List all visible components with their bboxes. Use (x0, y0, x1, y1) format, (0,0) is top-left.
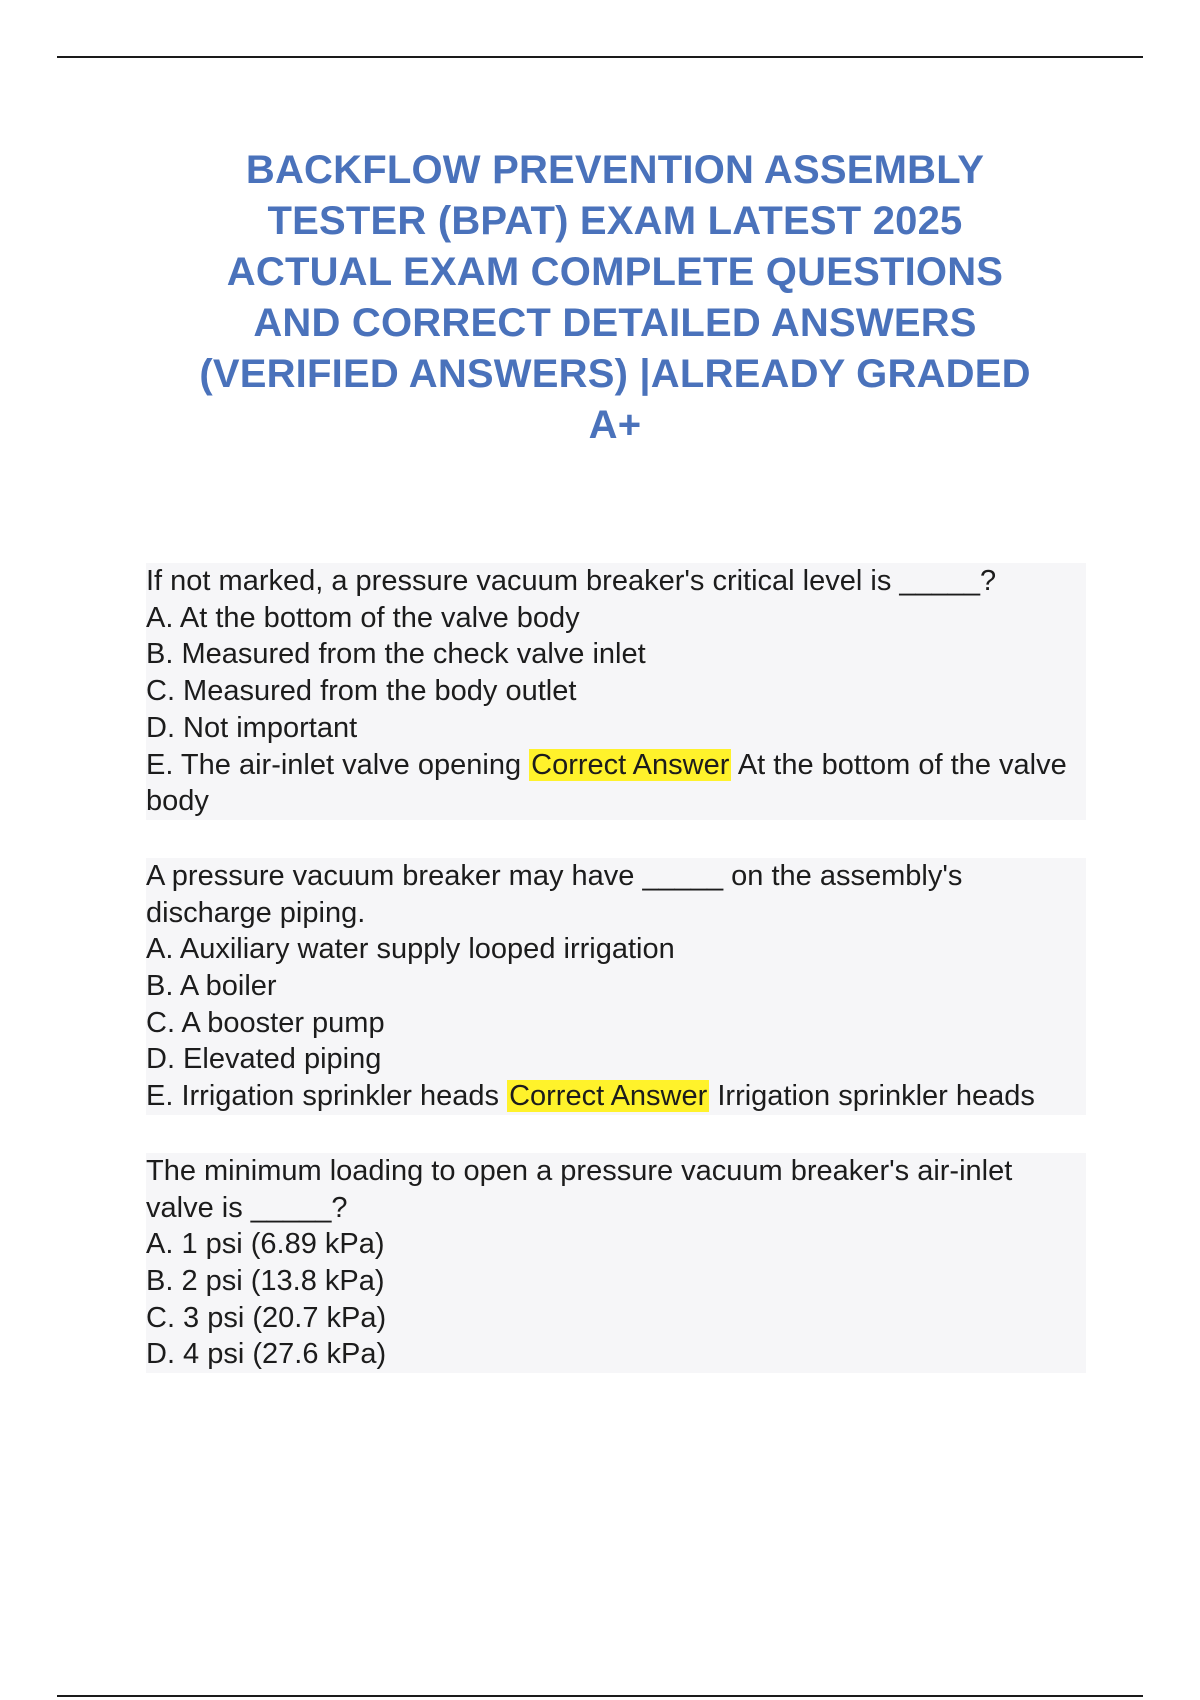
answer-option: E. Irrigation sprinkler heads (146, 1080, 499, 1113)
document-title (120, 145, 1110, 451)
question-block (146, 858, 1086, 1115)
answer-option-with-key (146, 1078, 1086, 1115)
title-line: (VERIFIED ANSWERS) |ALREADY GRADED (199, 352, 1031, 396)
question-block (146, 1153, 1086, 1373)
title-line: AND CORRECT DETAILED ANSWERS (253, 301, 977, 345)
correct-answer-label: Correct Answer (531, 748, 730, 781)
question-block (146, 563, 1086, 820)
answer-option: D. Not important (146, 710, 1086, 747)
question-stem: A pressure vacuum breaker may have _____ on the assembly's discharge piping. (146, 858, 1086, 931)
answer-option: C. A booster pump (146, 1005, 1086, 1042)
answer-option-with-key (146, 747, 1086, 820)
answer-option: B. Measured from the check valve inlet (146, 636, 1086, 673)
answer-option: A. 1 psi (6.89 kPa) (146, 1226, 1086, 1263)
title-line: ACTUAL EXAM COMPLETE QUESTIONS (226, 250, 1004, 294)
answer-option: D. 4 psi (27.6 kPa) (146, 1336, 1086, 1373)
answer-option: B. A boiler (146, 968, 1086, 1005)
top-rule (57, 56, 1143, 58)
correct-answer-text: At the bottom of the valve body (146, 748, 1067, 818)
answer-option: D. Elevated piping (146, 1041, 1086, 1078)
answer-option: C. Measured from the body outlet (146, 673, 1086, 710)
answer-option: C. 3 psi (20.7 kPa) (146, 1300, 1086, 1337)
questions-list (146, 563, 1086, 1411)
bottom-rule (57, 1695, 1143, 1697)
question-stem: If not marked, a pressure vacuum breaker's critical level is _____? (146, 563, 1086, 600)
title-line: A+ (588, 403, 642, 447)
answer-option: E. The air-inlet valve opening (146, 748, 522, 781)
answer-option: A. At the bottom of the valve body (146, 600, 1086, 637)
title-line: BACKFLOW PREVENTION ASSEMBLY (245, 148, 985, 192)
correct-answer-label: Correct Answer (509, 1080, 708, 1113)
answer-option: A. Auxiliary water supply looped irrigation (146, 931, 1086, 968)
title-line: TESTER (BPAT) EXAM LATEST 2025 (267, 199, 963, 243)
question-stem: The minimum loading to open a pressure vacuum breaker's air-inlet valve is _____? (146, 1153, 1086, 1226)
answer-option: B. 2 psi (13.8 kPa) (146, 1263, 1086, 1300)
correct-answer-text: Irrigation sprinkler heads (717, 1080, 1035, 1113)
